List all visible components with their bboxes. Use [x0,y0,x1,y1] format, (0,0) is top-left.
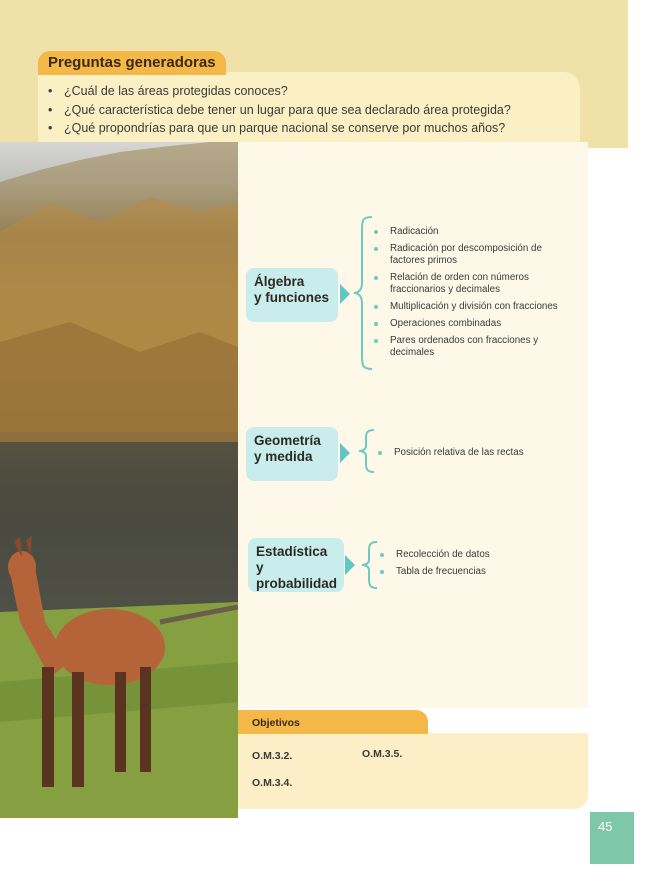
bullet-icon [380,570,384,574]
algebra-topics [372,226,580,364]
objetivos-panel [238,733,588,809]
topic-item: Multiplicación y división con fracciones [372,301,580,313]
curly-brace-icon [356,428,376,474]
arrow-icon [340,284,350,304]
bullet-icon [378,451,382,455]
landscape-illustration [0,142,238,818]
page-number: 45 [590,812,634,864]
topic-item: Pares ordenados con fracciones y decimales [372,335,550,359]
bullet-icon [374,276,378,280]
preguntas-title: Preguntas generadoras [38,51,226,75]
questions-list [46,82,511,138]
llama-landscape-photo [0,142,238,818]
question-item: • ¿Qué característica debe tener un lugar para que sea declarado área protegida? [48,102,511,117]
curly-brace-icon [359,540,379,590]
block-estadistica-label: Estadística y probabilidad [248,538,344,592]
bullet-icon [374,339,378,343]
topic-item: Tabla de frecuencias [378,566,586,578]
bullet-icon [374,322,378,326]
geometria-topics [376,447,584,464]
objective-item: O.M.3.5. [362,748,403,760]
topic-item: Relación de orden con números fraccionarios y decimales [372,272,550,296]
topic-item: Radicación por descomposición de factores primos [372,243,555,267]
block-algebra-label: Álgebra y funciones [246,268,338,322]
topic-item: Radicación [372,226,580,238]
arrow-icon [345,555,355,575]
topic-item: Posición relativa de las rectas [376,447,584,459]
objective-item: O.M.3.2. [252,750,293,762]
question-item: • ¿Cuál de las áreas protegidas conoces? [48,84,288,98]
curly-brace-icon [352,215,374,371]
arrow-icon [340,443,350,463]
page-margin [628,0,672,870]
question-item: • ¿Qué propondrías para que un parque nacional se conserve por muchos años? [48,121,506,135]
block-geometria-label: Geometría y medida [246,427,338,481]
objective-item: O.M.3.4. [252,777,293,789]
bullet-icon [374,305,378,309]
bullet-icon [374,230,378,234]
topic-item: Recolección de datos [378,549,586,561]
estadistica-topics [378,549,586,583]
bullet-icon [380,553,384,557]
bullet-icon [374,247,378,251]
objetivos-title: Objetivos [238,710,428,734]
topic-item: Operaciones combinadas [372,318,580,330]
